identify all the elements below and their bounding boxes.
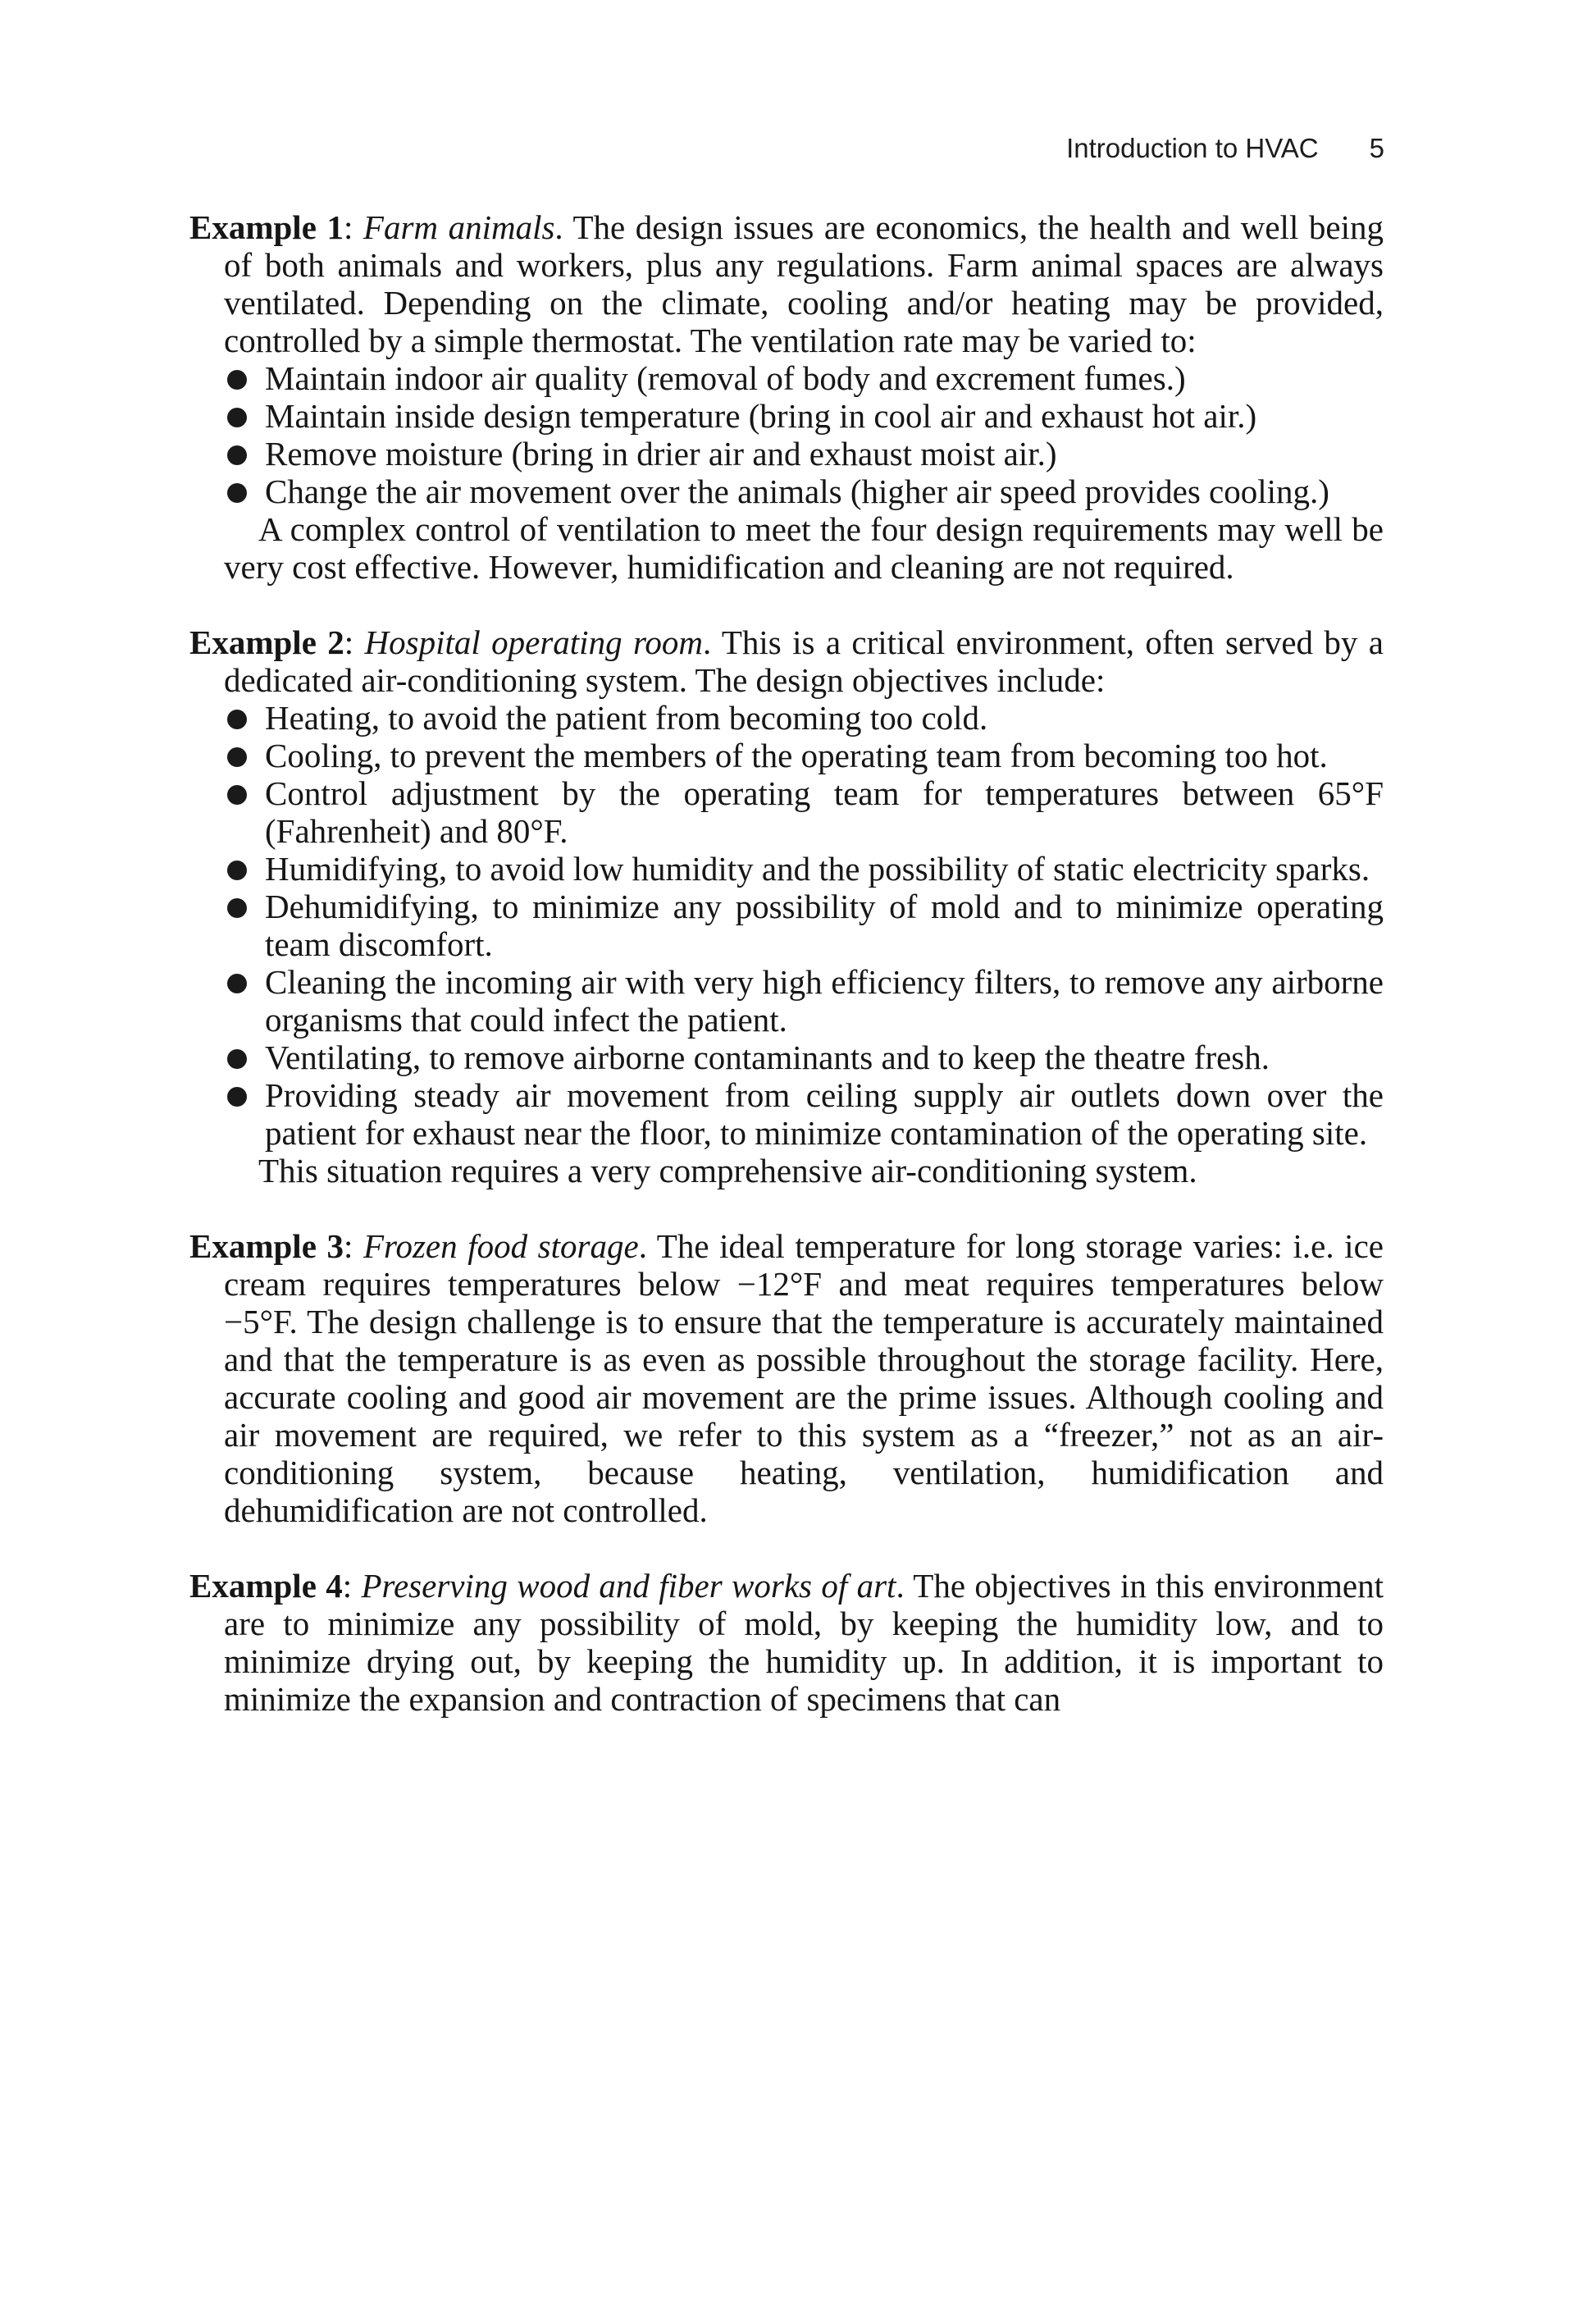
list-item [189,737,1384,774]
bullet-icon [227,861,247,880]
list-item [189,1076,1384,1152]
example-4-text: . The objectives in this environment are to minimize any possibility of mold, by keeping the humidity low, and to minimize drying out, by keeping the humidity up. In addition, it is important to minimize the expansion and contraction of specimens that can [224,1567,1384,1718]
list-item [189,963,1384,1039]
example-2-paragraph: Example 2: Hospital operating room. This is a critical environment, often served by a dedicated air-conditioning system. The design objectives include: [189,623,1384,699]
example-2-title: Hospital operating room [364,623,703,661]
example-2-text: . This is a critical environment, often served by a dedicated air-conditioning system. The design objectives include: [224,623,1384,699]
bullet-icon [227,898,247,918]
list-item [189,699,1384,737]
example-1-bullet-list [189,359,1384,510]
list-item-text: Providing steady air movement from ceiling supply air outlets down over the patient for exhaust near the floor, to minimize contamination of the operating site. [265,1076,1384,1152]
list-item-text: Humidifying, to avoid low humidity and the possibility of static electricity sparks. [265,850,1370,888]
list-item [189,888,1384,963]
example-3-title: Frozen food storage [363,1227,639,1265]
example-2-conclusion: This situation requires a very comprehensive air-conditioning system. [258,1152,1197,1189]
bullet-icon [227,483,247,503]
example-3-label: Example 3 [189,1227,344,1265]
list-item-text: Remove moisture (bring in drier air and exhaust moist air.) [265,435,1057,473]
bullet-icon [227,747,247,767]
list-item-text: Ventilating, to remove airborne contaminants and to keep the theatre fresh. [265,1039,1270,1076]
list-item-text: Maintain inside design temperature (bring in cool air and exhaust hot air.) [265,397,1257,435]
example-1-label: Example 1 [189,208,344,246]
list-item [189,473,1384,510]
bullet-icon [227,1049,247,1069]
list-item [189,435,1384,473]
list-item [189,1039,1384,1076]
example-4-title: Preserving wood and fiber works of art [361,1567,896,1605]
list-item-text: Dehumidifying, to minimize any possibility of mold and to minimize operating team discomfort. [265,888,1384,963]
bullet-icon [227,974,247,993]
bullet-icon [227,1087,247,1107]
bullet-icon [227,408,247,427]
list-item-text: Maintain indoor air quality (removal of body and excrement fumes.) [265,359,1186,397]
example-1-conclusion: A complex control of ventilation to meet the four design requirements may well be very cost effective. However, humidification and cleaning are not required. [224,510,1384,586]
example-3-text: . The ideal temperature for long storage varies: i.e. ice cream requires temperatures below −12°F and meat requires temperatures below −5°F. The design challenge is to ensure that the temperature is accurately maintained and that the temperature is as even as possible throughout the storage facility. Here, accurate cooling and good air movement are the prime issues. Although cooling and air movement are required, we refer to this system as a “freezer,” not as an air-conditioning system, because heating, ventilation, humidification and dehumidification are not controlled. [224,1227,1384,1529]
example-2-bullet-list [189,699,1384,1152]
list-item-text: Cooling, to prevent the members of the operating team from becoming too hot. [265,737,1328,774]
running-header [1066,133,1384,164]
running-title: Introduction to HVAC [1066,133,1319,163]
example-3-paragraph: Example 3: Frozen food storage. The ideal temperature for long storage varies: i.e. ice cream requires temperatures below −12°F and meat requires temperatures below −5°F. The design challenge is to ensure that the temperature is accurately maintained and that the temperature is as even as possible throughout the storage facility. Here, accurate cooling and good air movement are the prime issues. Although cooling and air movement are required, we refer to this system as a “freezer,” not as an air-conditioning system, because heating, ventilation, humidification and dehumidification are not controlled. [189,1227,1384,1529]
bullet-icon [227,370,247,390]
example-4-paragraph: Example 4: Preserving wood and fiber works of art. The objectives in this environment are to minimize any possibility of mold, by keeping the humidity low, and to minimize drying out, by keeping the humidity up. In addition, it is important to minimize the expansion and contraction of specimens that can [189,1567,1384,1718]
list-item-text: Control adjustment by the operating team for temperatures between 65°F (Fahrenheit) and 80°F. [265,774,1384,850]
page-body [189,208,1384,1718]
list-item-text: Change the air movement over the animals (higher air speed provides cooling.) [265,473,1329,510]
list-item-text: Cleaning the incoming air with very high efficiency filters, to remove any airborne organisms that could infect the patient. [265,963,1384,1039]
list-item [189,850,1384,888]
page-number: 5 [1369,133,1384,163]
list-item [189,397,1384,435]
list-item-text: Heating, to avoid the patient from becoming too cold. [265,699,988,737]
example-1-text: . The design issues are economics, the health and well being of both animals and workers, plus any regulations. Farm animal spaces are always ventilated. Depending on the climate, cooling and/or heating may be provided, controlled by a simple thermostat. The ventilation rate may be varied to: [224,208,1384,359]
example-1-paragraph: Example 1: Farm animals. The design issues are economics, the health and well being of both animals and workers, plus any regulations. Farm animal spaces are always ventilated. Depending on the climate, cooling and/or heating may be provided, controlled by a simple thermostat. The ventilation rate may be varied to: [189,208,1384,359]
bullet-icon [227,445,247,465]
list-item [189,774,1384,850]
example-1-title: Farm animals [363,208,555,246]
bullet-icon [227,785,247,805]
example-4-label: Example 4 [189,1567,343,1605]
bullet-icon [227,710,247,729]
list-item [189,359,1384,397]
example-2-label: Example 2 [189,623,344,661]
